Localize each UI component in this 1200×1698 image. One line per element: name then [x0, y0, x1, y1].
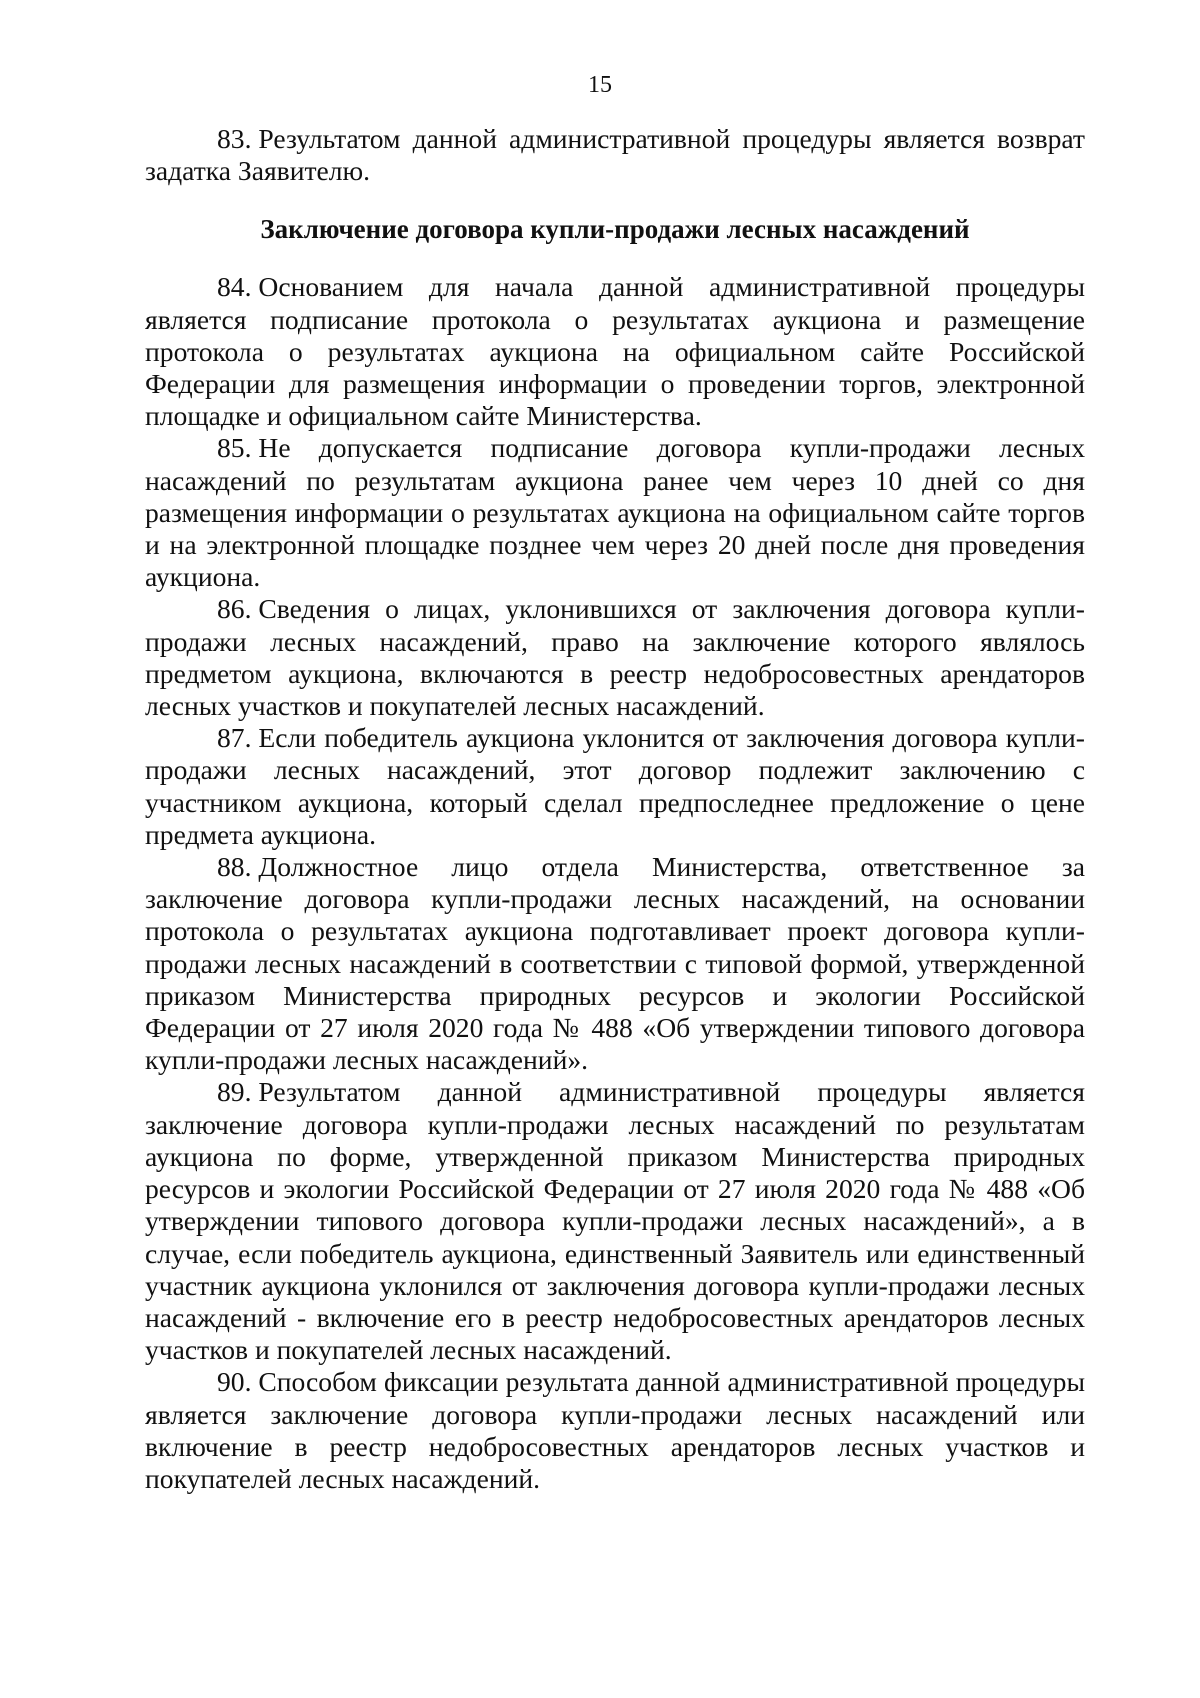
- paragraph-number: 90.: [217, 1366, 252, 1398]
- paragraph-text: Результатом данной административной процедуры является возврат задатка Заявителю.: [145, 123, 1085, 187]
- paragraph-text: Сведения о лицах, уклонившихся от заключения договора купли-продажи лесных насаждений, право на заключение которого являлось предметом аукциона, включаются в реестр недобросовестных арендаторов лесных участков и покупателей лесных насаждений.: [145, 593, 1085, 722]
- paragraph-text: Должностное лицо отдела Министерства, ответственное за заключение договора купли-продажи лесных насаждений, на основании протокола о результатах аукциона подготавливает проект договора купли-продажи лесных насаждений в соответствии с типовой формой, утвержденной приказом Министерства природных ресурсов и экологии Российской Федерации от 27 июля 2020 года № 488 «Об утверждении типового договора купли-продажи лесных насаждений».: [145, 851, 1085, 1076]
- paragraph-85: [145, 432, 1085, 593]
- paragraph-number: 85.: [217, 432, 252, 464]
- paragraph-number: 87.: [217, 722, 252, 754]
- paragraph-text: Способом фиксации результата данной административной процедуры является заключение договора купли-продажи лесных насаждений или включение в реестр недобросовестных арендаторов лесных участков и покупателей лесных насаждений.: [145, 1366, 1085, 1494]
- paragraph-text: Основанием для начала данной административной процедуры является подписание протокола о результатах аукциона и размещение протокола о результатах аукциона на официальном сайте Российской Федерации для размещения информации о проведении торгов, электронной площадке и официальном сайте Министерства.: [145, 271, 1085, 432]
- paragraph-text: Результатом данной административной процедуры является заключение договора купли-продажи лесных насаждений по результатам аукциона по форме, утвержденной приказом Министерства природных ресурсов и экологии Российской Федерации от 27 июля 2020 года № 488 «Об утверждении типового договора купли-продажи лесных насаждений», а в случае, если победитель аукциона, единственный Заявитель или единственный участник аукциона уклонился от заключения договора купли-продажи лесных насаждений - включение его в реестр недобросовестных арендаторов лесных участков и покупателей лесных насаждений.: [145, 1076, 1085, 1366]
- paragraph-87: [145, 722, 1085, 851]
- page-number: 15: [588, 72, 612, 98]
- paragraph-text: Если победитель аукциона уклонится от заключения договора купли-продажи лесных насаждений, этот договор подлежит заключению с участником аукциона, который сделал предпоследнее предложение о цене предмета аукциона.: [145, 722, 1085, 850]
- paragraph-number: 88.: [217, 851, 252, 883]
- paragraph-84: [145, 271, 1085, 432]
- paragraph-86: [145, 593, 1085, 722]
- paragraph-90: [145, 1366, 1085, 1495]
- paragraph-text: Не допускается подписание договора купли-продажи лесных насаждений по результатам аукциона ранее чем через 10 дней со дня размещения информации о результатах аукциона на официальном сайте торгов и на электронной площадке позднее чем через 20 дней после дня проведения аукциона.: [145, 432, 1085, 593]
- paragraph-83: [145, 123, 1085, 187]
- document-body: [145, 123, 1085, 1495]
- paragraph-number: 84.: [217, 271, 252, 303]
- section-heading: Заключение договора купли-продажи лесных насаждений: [260, 214, 970, 245]
- paragraph-number: 89.: [217, 1076, 252, 1108]
- paragraph-number: 86.: [217, 593, 252, 625]
- paragraph-number: 83.: [217, 123, 252, 154]
- paragraph-89: [145, 1076, 1085, 1366]
- paragraph-88: [145, 851, 1085, 1076]
